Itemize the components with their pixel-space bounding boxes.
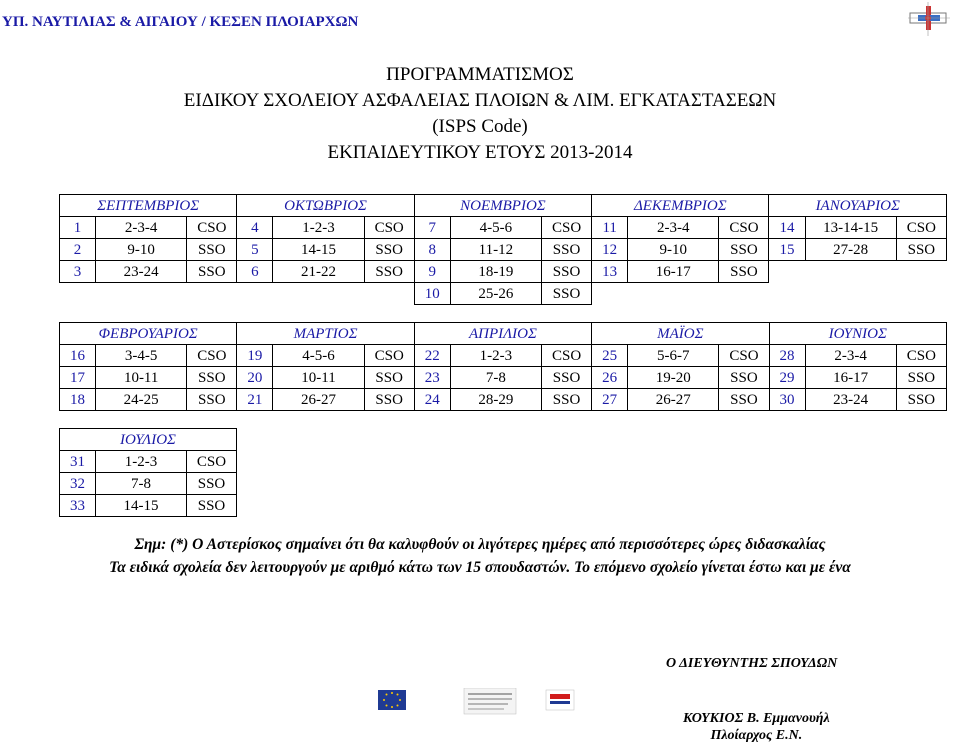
course-number: 17	[60, 367, 96, 389]
course-type: SSO	[187, 261, 237, 283]
empty-cell	[769, 283, 947, 305]
course-number: 25	[592, 345, 628, 367]
month-header: ΦΕΒΡΟΥΑΡΙΟΣ	[60, 323, 237, 345]
eu-funding-banner	[378, 688, 590, 732]
title-line-2: ΕΙΔΙΚΟΥ ΣΧΟΛΕΙΟΥ ΑΣΦΑΛΕΙΑΣ ΠΛΟΙΩΝ & ΛΙΜ. ΕΓΚΑΤΑΣΤΑΣΕΩΝ	[183, 90, 777, 111]
table-row	[60, 473, 237, 495]
course-number: 2	[60, 239, 96, 261]
course-dates: 14-15	[96, 495, 187, 517]
course-type: SSO	[187, 389, 237, 411]
ministry-logo-icon	[906, 0, 952, 38]
course-dates: 13-14-15	[805, 217, 896, 239]
title-line-1: ΠΡΟΓΡΑΜΜΑΤΙΣΜΟΣ	[386, 64, 574, 85]
course-dates: 1-2-3	[96, 451, 187, 473]
course-dates: 19-20	[628, 367, 719, 389]
course-number: 1	[60, 217, 96, 239]
note-asterisk: Σημ: (*) Ο Αστερίσκος σημαίνει ότι θα καλυφθούν οι λιγότερες ημέρες από περισσότερες ώρες διδασκαλίας	[134, 536, 826, 553]
course-dates: 28-29	[450, 389, 541, 411]
signer-name: ΚΟΥΚΙΟΣ Β. Εμμανουήλ	[683, 711, 830, 726]
course-dates: 26-27	[628, 389, 719, 411]
course-type: SSO	[896, 239, 946, 261]
course-type: SSO	[896, 389, 946, 411]
course-type: CSO	[364, 217, 414, 239]
course-type: SSO	[364, 239, 414, 261]
course-type: CSO	[364, 345, 414, 367]
course-dates: 7-8	[450, 367, 541, 389]
month-header: ΣΕΠΤΕΜΒΡΙΟΣ	[60, 195, 237, 217]
course-number: 32	[60, 473, 96, 495]
signature-block	[683, 710, 830, 744]
course-number: 5	[237, 239, 273, 261]
table-row	[60, 389, 947, 411]
course-dates: 10-11	[96, 367, 187, 389]
table-row	[60, 239, 947, 261]
course-type: CSO	[719, 217, 769, 239]
espa-logo-icon	[546, 690, 574, 710]
course-number: 20	[237, 367, 273, 389]
course-type: CSO	[187, 451, 237, 473]
table-row	[60, 451, 237, 473]
course-number: 14	[769, 217, 805, 239]
schedule-table-jul	[59, 428, 237, 517]
course-dates: 10-11	[273, 367, 364, 389]
course-dates: 11-12	[450, 239, 541, 261]
course-dates: 9-10	[628, 239, 719, 261]
course-type: CSO	[542, 217, 592, 239]
course-dates: 16-17	[805, 367, 896, 389]
month-header: ΔΕΚΕΜΒΡΙΟΣ	[592, 195, 769, 217]
month-header: ΙΑΝΟΥΑΡΙΟΣ	[769, 195, 947, 217]
course-dates: 16-17	[628, 261, 719, 283]
course-number: 9	[414, 261, 450, 283]
month-header-row	[60, 195, 947, 217]
course-dates: 23-24	[96, 261, 187, 283]
course-type: SSO	[719, 367, 769, 389]
course-dates: 18-19	[450, 261, 541, 283]
course-type: CSO	[896, 345, 946, 367]
course-type: CSO	[896, 217, 946, 239]
course-number: 3	[60, 261, 96, 283]
month-header: ΜΑΪΟΣ	[592, 323, 769, 345]
month-header: ΟΚΤΩΒΡΙΟΣ	[237, 195, 414, 217]
course-dates: 21-22	[273, 261, 364, 283]
course-dates: 7-8	[96, 473, 187, 495]
course-type: SSO	[719, 389, 769, 411]
course-type: CSO	[187, 217, 237, 239]
course-number: 8	[414, 239, 450, 261]
course-type: SSO	[542, 239, 592, 261]
course-dates: 1-2-3	[450, 345, 541, 367]
schedule-table-feb-jun	[59, 322, 947, 411]
course-type: SSO	[719, 261, 769, 283]
course-number: 26	[592, 367, 628, 389]
course-number: 11	[592, 217, 628, 239]
course-dates: 3-4-5	[96, 345, 187, 367]
course-dates: 23-24	[805, 389, 896, 411]
empty-cell	[60, 283, 237, 305]
course-number: 4	[237, 217, 273, 239]
course-number: 21	[237, 389, 273, 411]
course-number: 19	[237, 345, 273, 367]
table-row	[60, 367, 947, 389]
month-header: ΑΠΡΙΛΙΟΣ	[414, 323, 591, 345]
course-type: SSO	[896, 367, 946, 389]
eu-flag-icon	[378, 690, 406, 710]
signer-rank: Πλοίαρχος Ε.Ν.	[710, 728, 803, 743]
course-dates: 2-3-4	[628, 217, 719, 239]
course-type: SSO	[542, 389, 592, 411]
course-number: 22	[414, 345, 450, 367]
course-number: 23	[414, 367, 450, 389]
course-number: 30	[769, 389, 805, 411]
empty-cell	[237, 283, 414, 305]
month-header-row	[60, 429, 237, 451]
month-header: ΝΟΕΜΒΡΙΟΣ	[414, 195, 591, 217]
course-number: 24	[414, 389, 450, 411]
table-row	[60, 345, 947, 367]
course-type: SSO	[364, 367, 414, 389]
course-number: 12	[592, 239, 628, 261]
course-number: 15	[769, 239, 805, 261]
empty-cell	[592, 283, 769, 305]
title-line-4: ΕΚΠΑΙΔΕΥΤΙΚΟΥ ΕΤΟΥΣ 2013-2014	[327, 142, 633, 163]
course-number: 13	[592, 261, 628, 283]
course-type: SSO	[719, 239, 769, 261]
ministry-header: ΥΠ. ΝΑΥΤΙΛΙΑΣ & ΑΙΓΑΙΟΥ / ΚΕΣΕΝ ΠΛΟΙΑΡΧΩΝ	[2, 14, 359, 30]
month-header: ΜΑΡΤΙΟΣ	[237, 323, 414, 345]
course-number: 27	[592, 389, 628, 411]
course-number: 29	[769, 367, 805, 389]
course-number: 10	[414, 283, 450, 305]
director-title: Ο ΔΙΕΥΘΥΝΤΗΣ ΣΠΟΥΔΩΝ	[666, 656, 838, 671]
empty-cell	[769, 261, 947, 283]
course-dates: 9-10	[96, 239, 187, 261]
course-type: CSO	[719, 345, 769, 367]
course-dates: 4-5-6	[273, 345, 364, 367]
course-type: SSO	[542, 283, 592, 305]
course-number: 6	[237, 261, 273, 283]
month-header: ΙΟΥΛΙΟΣ	[60, 429, 237, 451]
title-line-3: (ISPS Code)	[432, 116, 528, 137]
course-number: 7	[414, 217, 450, 239]
course-dates: 4-5-6	[450, 217, 541, 239]
course-type: SSO	[187, 473, 237, 495]
schedule-table-sep-jan	[59, 194, 947, 305]
table-row	[60, 495, 237, 517]
course-number: 33	[60, 495, 96, 517]
month-header-row	[60, 323, 947, 345]
table-row	[60, 261, 947, 283]
course-dates: 1-2-3	[273, 217, 364, 239]
month-header: ΙΟΥΝΙΟΣ	[769, 323, 947, 345]
table-row	[60, 283, 947, 305]
table-row	[60, 217, 947, 239]
course-type: SSO	[364, 261, 414, 283]
course-dates: 2-3-4	[96, 217, 187, 239]
course-type: CSO	[187, 345, 237, 367]
course-type: SSO	[542, 261, 592, 283]
course-type: SSO	[187, 367, 237, 389]
note-minimum-students: Τα ειδικά σχολεία δεν λειτουργούν με αριθμό κάτω των 15 σπουδαστών. Το επόμενο σχολείο γίνεται έστω και με ένα	[109, 559, 851, 576]
course-number: 18	[60, 389, 96, 411]
course-type: SSO	[187, 239, 237, 261]
course-number: 28	[769, 345, 805, 367]
course-dates: 14-15	[273, 239, 364, 261]
course-dates: 27-28	[805, 239, 896, 261]
course-dates: 25-26	[450, 283, 541, 305]
course-dates: 24-25	[96, 389, 187, 411]
course-type: CSO	[542, 345, 592, 367]
course-dates: 2-3-4	[805, 345, 896, 367]
course-number: 31	[60, 451, 96, 473]
course-type: SSO	[542, 367, 592, 389]
document-title	[0, 62, 960, 166]
course-number: 16	[60, 345, 96, 367]
course-dates: 26-27	[273, 389, 364, 411]
course-dates: 5-6-7	[628, 345, 719, 367]
course-type: SSO	[364, 389, 414, 411]
course-type: SSO	[187, 495, 237, 517]
